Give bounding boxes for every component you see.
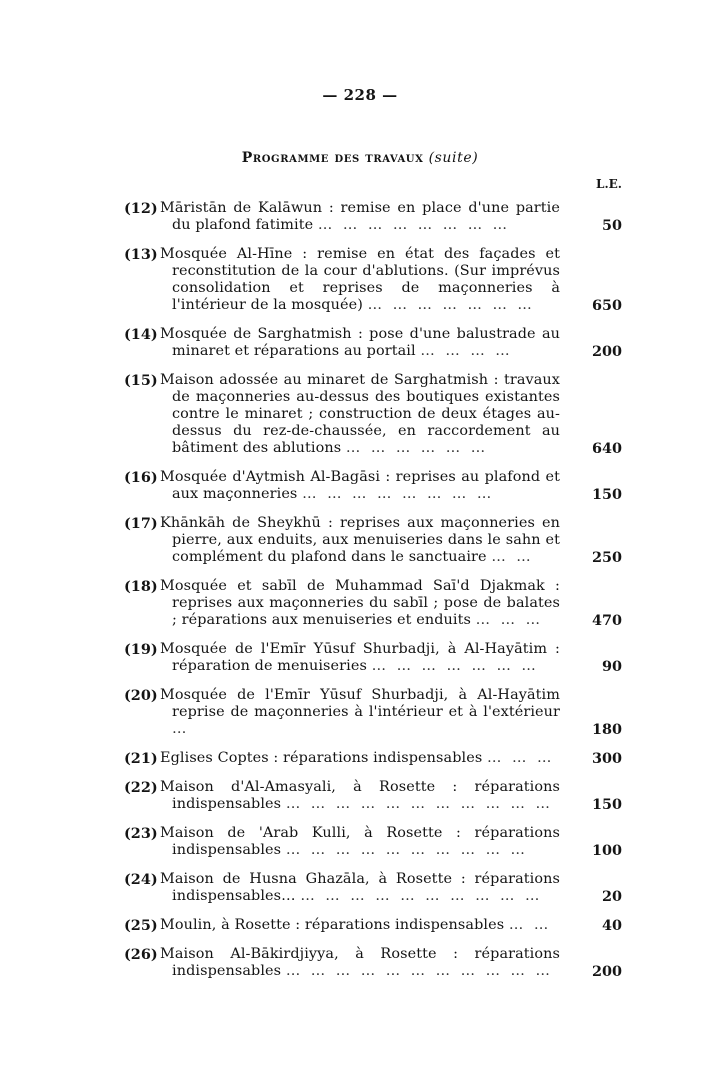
- entry-18: [124, 578, 622, 629]
- entry-amount: 640: [591, 440, 622, 457]
- entry-number: (13): [124, 246, 158, 263]
- entry-13: [124, 246, 622, 314]
- entry-description: Maison Al-Bākirdjiyya, à Rosette : réparations indispensables … … … … … … … … … … …: [160, 946, 560, 979]
- entry-15: [124, 372, 622, 457]
- heading-suite: (suite): [428, 150, 479, 166]
- entry-description: Moulin, à Rosette : réparations indispensables … …: [160, 917, 552, 933]
- leader-dots: … … … … … … … …: [302, 486, 495, 502]
- entry-22: [124, 779, 622, 813]
- entry-description: Eglises Coptes : réparations indispensables … … …: [160, 750, 555, 766]
- heading-title: Programme des travaux: [241, 150, 424, 166]
- entry-number: (14): [124, 326, 158, 343]
- entry-number: (25): [124, 917, 158, 934]
- entry-26: [124, 946, 622, 980]
- entry-21: [124, 750, 622, 767]
- leader-dots: … … …: [475, 612, 543, 628]
- leader-dots: … … … … … … …: [371, 658, 539, 674]
- page-heading: [0, 150, 720, 166]
- leader-dots: … … … … … … … … … …: [285, 842, 528, 858]
- entry-12: [124, 200, 622, 234]
- entry-description: Mosquée de Sarghatmish : pose d'une balustrade au minaret et réparations au portail … … … …: [160, 326, 560, 359]
- leader-dots: … … … … … … … … … … …: [285, 796, 553, 812]
- entry-number: (12): [124, 200, 158, 217]
- entry-number: (24): [124, 871, 158, 888]
- entry-description: Maison de 'Arab Kulli, à Rosette : réparations indispensables … … … … … … … … … …: [160, 825, 560, 858]
- entry-amount: 200: [591, 343, 622, 360]
- entry-19: [124, 641, 622, 675]
- entry-description: Mosquée de l'Emīr Yūsuf Shurbadji, à Al-Hayātim reprise de maçonneries à l'intérieur et à l'extérieur …: [160, 687, 560, 737]
- entry-number: (20): [124, 687, 158, 704]
- entry-description: Maison d'Al-Amasyali, à Rosette : réparations indispensables … … … … … … … … … … …: [160, 779, 560, 812]
- entry-amount: 20: [601, 888, 622, 905]
- entry-amount: 650: [591, 297, 622, 314]
- leader-dots: …: [172, 721, 190, 737]
- leader-dots: … … … … … … … …: [317, 217, 511, 233]
- entry-20: [124, 687, 622, 738]
- entry-amount: 150: [591, 486, 622, 503]
- entry-amount: 180: [591, 721, 622, 738]
- leader-dots: … … … … … … … … … … …: [285, 963, 553, 979]
- entry-number: (15): [124, 372, 158, 389]
- entry-description: Māristān de Kalāwun : remise en place d'une partie du plafond fatimite … … … … … … … …: [160, 200, 560, 233]
- entry-amount: 200: [591, 963, 622, 980]
- entry-amount: 300: [591, 750, 622, 767]
- entry-17: [124, 515, 622, 566]
- entry-number: (23): [124, 825, 158, 842]
- entry-number: (26): [124, 946, 158, 963]
- entry-24: [124, 871, 622, 905]
- entry-number: (21): [124, 750, 158, 767]
- leader-dots: … …: [508, 917, 552, 933]
- entry-25: [124, 917, 622, 934]
- leader-dots: … … … …: [420, 343, 513, 359]
- currency-label: L.E.: [596, 177, 622, 191]
- entry-14: [124, 326, 622, 360]
- entry-number: (17): [124, 515, 158, 532]
- entry-number: (18): [124, 578, 158, 595]
- entry-16: [124, 469, 622, 503]
- entry-amount: 50: [601, 217, 622, 234]
- page-number: — 228 —: [322, 86, 398, 104]
- leader-dots: … … … … … … … … … …: [300, 888, 543, 904]
- entry-description: Mosquée Al-Hīne : remise en état des façades et reconstitution de la cour d'ablutions. (Sur imprévus consolidation et reprises de maçonneries à l'intérieur de la mosquée) … … … … … … …: [160, 246, 560, 313]
- entry-list: [124, 200, 622, 992]
- entry-amount: 150: [591, 796, 622, 813]
- leader-dots: … … … … … … …: [367, 297, 535, 313]
- entry-description: Mosquée et sabīl de Muhammad Saī'd Djakmak : reprises aux maçonneries du sabīl ; pose de balates ; réparations aux menuiseries et enduits … … …: [160, 578, 560, 628]
- entry-description: Khānkāh de Sheykhū : reprises aux maçonneries en pierre, aux enduits, aux menuiseries dans le sahn et complément du plafond dans le sanctuaire … …: [160, 515, 560, 565]
- entry-amount: 470: [591, 612, 622, 629]
- entry-23: [124, 825, 622, 859]
- entry-number: (22): [124, 779, 158, 796]
- entry-amount: 90: [601, 658, 622, 675]
- leader-dots: … … … … … …: [345, 440, 489, 456]
- entry-number: (19): [124, 641, 158, 658]
- entry-amount: 40: [601, 917, 622, 934]
- entry-amount: 250: [591, 549, 622, 566]
- entry-description: Mosquée d'Aytmish Al-Bagāsi : reprises au plafond et aux maçonneries … … … … … … … …: [160, 469, 560, 502]
- entry-description: Maison de Husna Ghazāla, à Rosette : réparations indispensables… … … … … … … … … … …: [160, 871, 560, 904]
- entry-description: Maison adossée au minaret de Sarghatmish : travaux de maçonneries au-dessus des boutiques existantes contre le minaret ; construction de deux étages au-dessus du rez-de-chaussée, en raccordement au bâtiment des ablutions … … … … … …: [160, 372, 560, 456]
- entry-number: (16): [124, 469, 158, 486]
- leader-dots: … …: [491, 549, 534, 565]
- entry-amount: 100: [591, 842, 622, 859]
- entry-description: Mosquée de l'Emīr Yūsuf Shurbadji, à Al-Hayātim : réparation de menuiseries … … … … … … …: [160, 641, 560, 674]
- leader-dots: … … …: [487, 750, 555, 766]
